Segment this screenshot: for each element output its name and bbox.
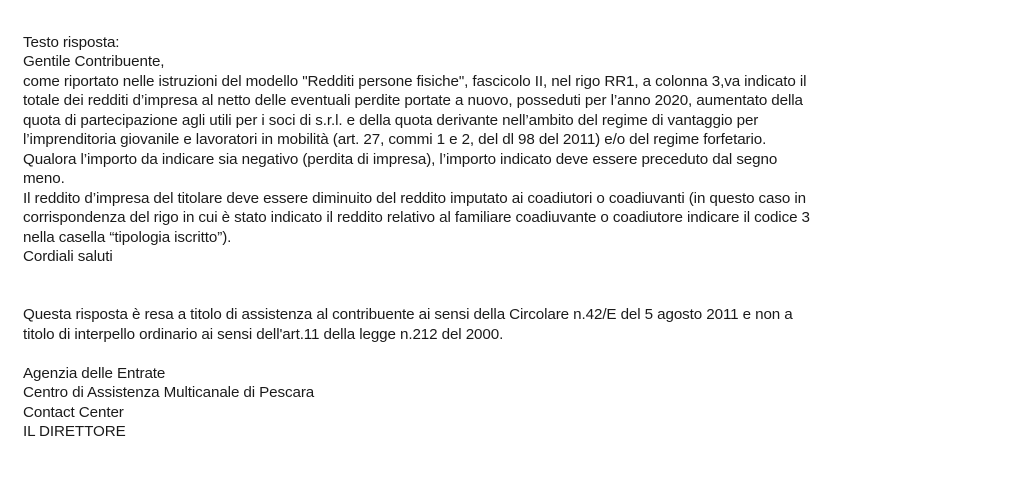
spacer bbox=[23, 266, 1024, 285]
closing-salutation: Cordiali saluti bbox=[23, 247, 113, 265]
response-line: quota di partecipazione agli utili per i soci di s.r.l. e della quota derivante nell’ambito del regime di vantaggio per bbox=[23, 111, 759, 129]
response-line: l’imprenditoria giovanile e lavoratori in mobilità (art. 27, commi 1 e 2, del dl 98 del 2011) e/o del regime forfetario. bbox=[23, 131, 767, 149]
response-label: Testo risposta: bbox=[23, 34, 120, 51]
disclaimer-line: titolo di interpello ordinario ai sensi dell'art.11 della legge n.212 del 2000. bbox=[23, 325, 504, 343]
spacer bbox=[23, 286, 1024, 305]
response-line: corrispondenza del rigo in cui è stato indicato il reddito relativo al familiare coadiuvante o coadiutore indicare il codice 3 bbox=[23, 209, 810, 227]
spacer bbox=[23, 344, 1024, 363]
disclaimer bbox=[23, 305, 1024, 344]
response-line: come riportato nelle istruzioni del modello "Redditi persone fisiche", fascicolo II, nel rigo RR1, a colonna 3,va indicato il bbox=[23, 72, 807, 90]
signature-block bbox=[23, 364, 1024, 442]
response-line: totale dei redditi d’impresa al netto delle eventuali perdite portate a nuovo, posseduti per l’anno 2020, aumentato della bbox=[23, 92, 803, 110]
response-line: Qualora l’importo da indicare sia negativo (perdita di impresa), l’importo indicato deve essere preceduto dal segno bbox=[23, 150, 778, 168]
disclaimer-line: Questa risposta è resa a titolo di assistenza al contribuente ai sensi della Circolare n.42/E del 5 agosto 2011 e non a bbox=[23, 306, 793, 324]
response-line: meno. bbox=[23, 170, 65, 188]
response-body bbox=[23, 33, 1024, 266]
response-line: Il reddito d’impresa del titolare deve essere diminuito del reddito imputato ai coadiutori o coadiuvanti (in questo caso in bbox=[23, 189, 806, 207]
signature-center: Centro di Assistenza Multicanale di Pescara bbox=[23, 384, 315, 402]
signature-agency: Agenzia delle Entrate bbox=[23, 364, 166, 382]
greeting: Gentile Contribuente, bbox=[23, 53, 165, 71]
signature-title: IL DIRETTORE bbox=[23, 423, 126, 441]
response-line: nella casella “tipologia iscritto”). bbox=[23, 228, 232, 246]
signature-department: Contact Center bbox=[23, 403, 124, 421]
